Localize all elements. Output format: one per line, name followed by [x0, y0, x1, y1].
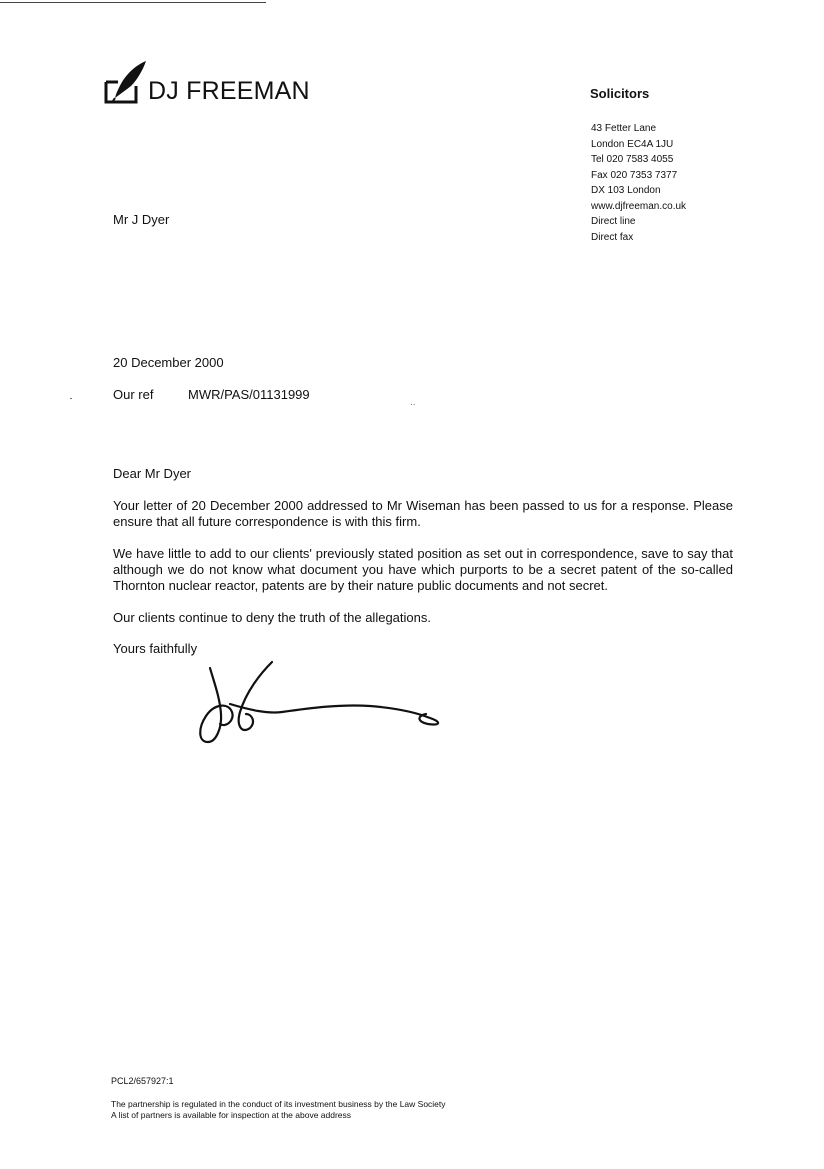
footer-line: The partnership is regulated in the conduct of its investment business by the Law Society [111, 1099, 446, 1109]
website-line: www.djfreeman.co.uk [591, 200, 687, 212]
closing: Yours faithfully [113, 641, 198, 656]
body-paragraph: Our clients continue to deny the truth of the allegations. [113, 610, 431, 625]
document-reference-code: PCL2/657927:1 [111, 1076, 174, 1086]
scan-speck [70, 398, 72, 399]
reference-value: MWR/PAS/01131999 [188, 387, 310, 402]
recipient-name: Mr J Dyer [113, 212, 170, 227]
quill-box-icon [104, 60, 148, 104]
firm-name: DJ FREEMAN [148, 77, 310, 105]
handwritten-signature [190, 656, 450, 750]
letter-body [113, 466, 733, 642]
scan-speck: .. [410, 397, 416, 408]
reference-label: Our ref [113, 387, 154, 402]
footer-line: A list of partners is available for inspection at the above address [111, 1110, 352, 1120]
fax-line: Fax 020 7353 7377 [591, 169, 678, 181]
address-line: 43 Fetter Lane [591, 123, 657, 134]
our-reference [113, 387, 310, 402]
top-rule [0, 2, 266, 3]
body-paragraph: Your letter of 20 December 2000 addressed to Mr Wiseman has been passed to us for a response. Please ensure that all future correspondence is with this firm. [113, 498, 733, 529]
regulatory-footer [111, 1099, 446, 1121]
body-paragraph: We have little to add to our clients' previously stated position as set out in correspondence, save to say that although we do not know what document you have which purports to be a secret patent of the so-called Thornton nuclear reactor, patents are by their nature public documents and not secret. [113, 546, 733, 593]
address-line: London EC4A 1JU [591, 138, 674, 150]
direct-line-label: Direct line [591, 216, 636, 227]
firm-type-heading: Solicitors [590, 86, 650, 101]
telephone-line: Tel 020 7583 4055 [591, 154, 674, 165]
salutation: Dear Mr Dyer [113, 466, 192, 481]
firm-address-block [591, 121, 686, 245]
dx-line: DX 103 London [591, 185, 661, 196]
letter-date: 20 December 2000 [113, 355, 224, 370]
direct-fax-label: Direct fax [591, 231, 634, 243]
